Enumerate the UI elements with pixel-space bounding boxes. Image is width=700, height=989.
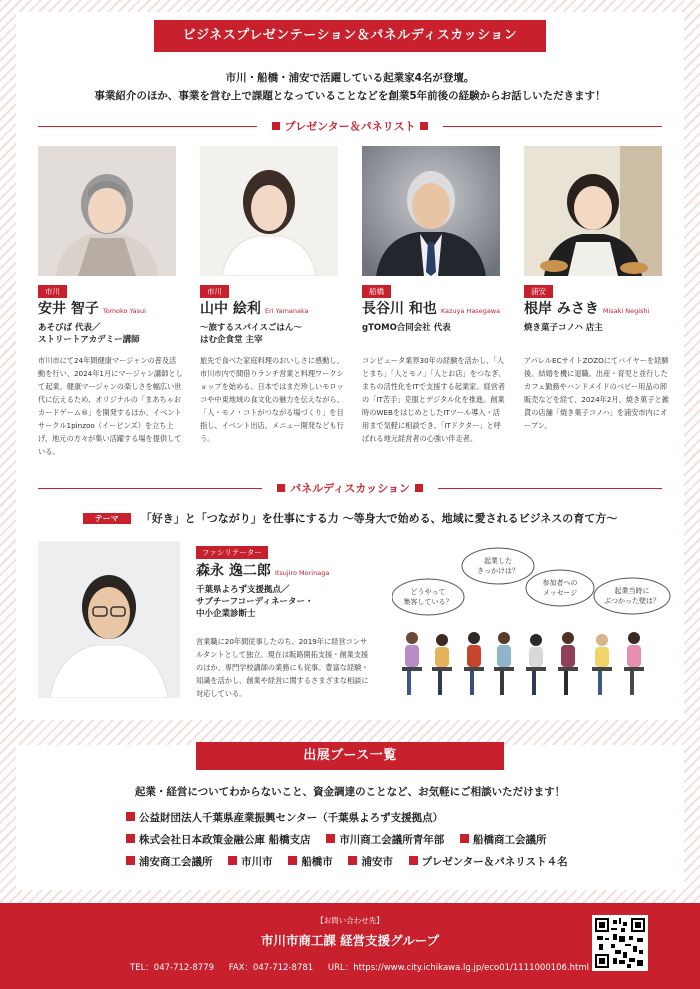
presenter-name: 長谷川 和也 Kazuya Hasegawa — [362, 301, 501, 317]
presenter-description: 市川市にて24年間健康マージャンの普及活動を行い、2024年1月にマージャン講師として起業。健康マージャンの楽しさを幅広い世代に伝えるため、オリジナルの「まあちゃおカードゲーム®」を開発するほか、イベントサークル1pinzoo（イーピンズ）を立ち上げ、地元の方々が集い活躍する場を提供している。 — [38, 356, 183, 456]
facilitator-photo — [38, 541, 180, 698]
presenter-name: 山中 絵利 Eri Yamanaka — [200, 301, 309, 317]
booth-item: 浦安商工会議所 — [126, 856, 213, 868]
presenters-heading: プレゼンター＆パネリスト — [0, 118, 700, 134]
speech-bubble — [594, 578, 670, 614]
footer-contact — [0, 903, 700, 989]
booth-row-1 — [126, 810, 455, 825]
qr-code-icon[interactable] — [592, 915, 648, 971]
speech-bubble — [392, 579, 464, 615]
booth-row-2 — [126, 832, 558, 847]
presenter-name: 安井 智子 Tomoko Yasui — [38, 301, 146, 317]
city-tag: 浦安 — [524, 285, 553, 298]
presenter-title: ～旅するスパイスごはん～ はむ企食堂 主宰 — [200, 323, 302, 345]
intro-line-1: 市川・船橋・浦安で活躍している起業家4名が登壇。 — [225, 72, 475, 84]
contact-details — [130, 961, 601, 973]
contact-department: 市川市商工課 経営支援グループ — [260, 933, 440, 948]
section-banner-booth: 出展ブース一覧 — [196, 742, 504, 770]
contact-fax: FAX：047-712-8781 — [228, 963, 314, 973]
theme-row — [0, 510, 700, 526]
booth-item: 株式会社日本政策金融公庫 船橋支店 — [126, 834, 311, 846]
booth-item: 公益財団法人千葉県産業振興センター（千葉県よろず支援拠点） — [126, 812, 443, 824]
intro-line-2: 事業紹介のほか、事業を営む上で課題となっていることなどを創業5年前後の経験からお話しいただきます！ — [94, 90, 606, 102]
section-banner-presentation: ビジネスプレゼンテーション＆パネルディスカッション — [154, 20, 546, 52]
presenter-description: 旅先で食べた家庭料理のおいしさに感動し、市川市内で間借りランチ営業と料理ワークショップを始める。日本ではまだ珍しいモロッコや中東地域の食文化の魅力を伝えながら、「人・モノ・コトがつながる場づくり」を目指し、イベント出店、メニュー開発なども行う。 — [200, 356, 344, 443]
seated-people-icon — [402, 632, 644, 695]
presenter-photo-hasegawa — [362, 146, 500, 276]
booth-item: 船橋商工会議所 — [460, 834, 547, 846]
contact-tel: TEL：047-712-8779 — [130, 963, 215, 973]
svg-text:ぶつかった壁は？: ぶつかった壁は？ — [604, 597, 660, 605]
panel-discussion-illustration — [392, 540, 672, 708]
theme-text: 「好き」と「つながり」を仕事にする力 ～等身大で始める、地域に愛されるビジネスの育て方～ — [140, 512, 618, 525]
theme-tag: テーマ — [83, 513, 131, 524]
city-tag: 市川 — [38, 285, 67, 298]
svg-text:参加者への: 参加者への — [542, 579, 578, 587]
presenter-description: アパレルECサイトZOZOにてバイヤーを経験後、結婚を機に退職。出産・育児と並行したカフェ勤務やハンドメイドのベビー用品の卸販売などを経て、2024年2月、焼き菓子と雑貨の店舗「焼き菓子コノハ」を浦安市内にオープン。 — [524, 356, 669, 430]
booth-item: 市川市 — [228, 856, 273, 868]
svg-text:どうやって: どうやって — [410, 588, 446, 596]
svg-text:起業当時に: 起業当時に — [614, 587, 650, 595]
booth-item: 船橋市 — [288, 856, 333, 868]
booth-item: プレゼンター＆パネリスト４名 — [409, 856, 568, 868]
svg-text:集客している？: 集客している？ — [403, 598, 453, 606]
booth-intro: 起業・経営についてわからないこと、資金調達のことなど、お気軽にご相談いただけます！ — [134, 786, 566, 798]
svg-text:メッセージ: メッセージ — [542, 589, 578, 597]
facilitator-tag: ファシリテーター — [196, 546, 268, 559]
presenter-photo-yamanaka — [200, 146, 338, 276]
presenter-photo-yasui — [38, 146, 176, 276]
speech-bubble — [526, 570, 594, 606]
presenter-photo-negishi — [524, 146, 662, 276]
booth-item: 浦安市 — [348, 856, 393, 868]
contact-label: 【お問い合わせ先】 — [316, 916, 384, 925]
presenter-title: 焼き菓子コノハ 店主 — [524, 323, 603, 333]
city-tag: 市川 — [200, 285, 229, 298]
facilitator-description: 営業職に20年間従事したのち、2019年に経営コンサルタントとして独立。現在は販路開拓支援・創業支援のほか、専門学校講師の業務にも従事。豊富な経験・知識を活かし、創業や経営に関するさまざまな相談に対応している。 — [196, 637, 369, 698]
presenter-description: コンピュータ業界30年の経験を活かし、「人とまち」「人とモノ」「人とお店」をつなぎ、まちの活性化をITで支援する起業家。経営者の「IT苦手」克服とデジタル化を推進。創業時のWEBをはじめとしたITツール導入・活用まで気軽に相談でき、「ITドクター」と呼ばれる地元経営者の心強い伴走者。 — [362, 356, 506, 443]
presenter-title: gTOMO合同会社 代表 — [362, 323, 451, 333]
speech-bubble — [462, 548, 534, 584]
facilitator-title: 千葉県よろず支援拠点／ サブチーフコーディネーター・ 中小企業診断士 — [196, 585, 314, 619]
contact-url[interactable]: URL：https://www.city.ichikawa.lg.jp/eco01/1111000106.html — [327, 963, 590, 973]
booth-item: 市川商工会議所青年部 — [326, 834, 444, 846]
facilitator-name: 森永 逸二郎 Itsujiro Morinaga — [196, 563, 330, 579]
presenter-title: あそびば 代表／ ストリートアカデミー講師 — [38, 323, 140, 345]
svg-text:きっかけは？: きっかけは？ — [477, 567, 519, 575]
booth-row-3 — [126, 854, 580, 869]
panel-heading: パネルディスカッション — [0, 480, 700, 496]
presenter-name: 根岸 みさき Misaki Negishi — [524, 301, 650, 317]
svg-text:起業した: 起業した — [484, 557, 512, 565]
city-tag: 船橋 — [362, 285, 391, 298]
